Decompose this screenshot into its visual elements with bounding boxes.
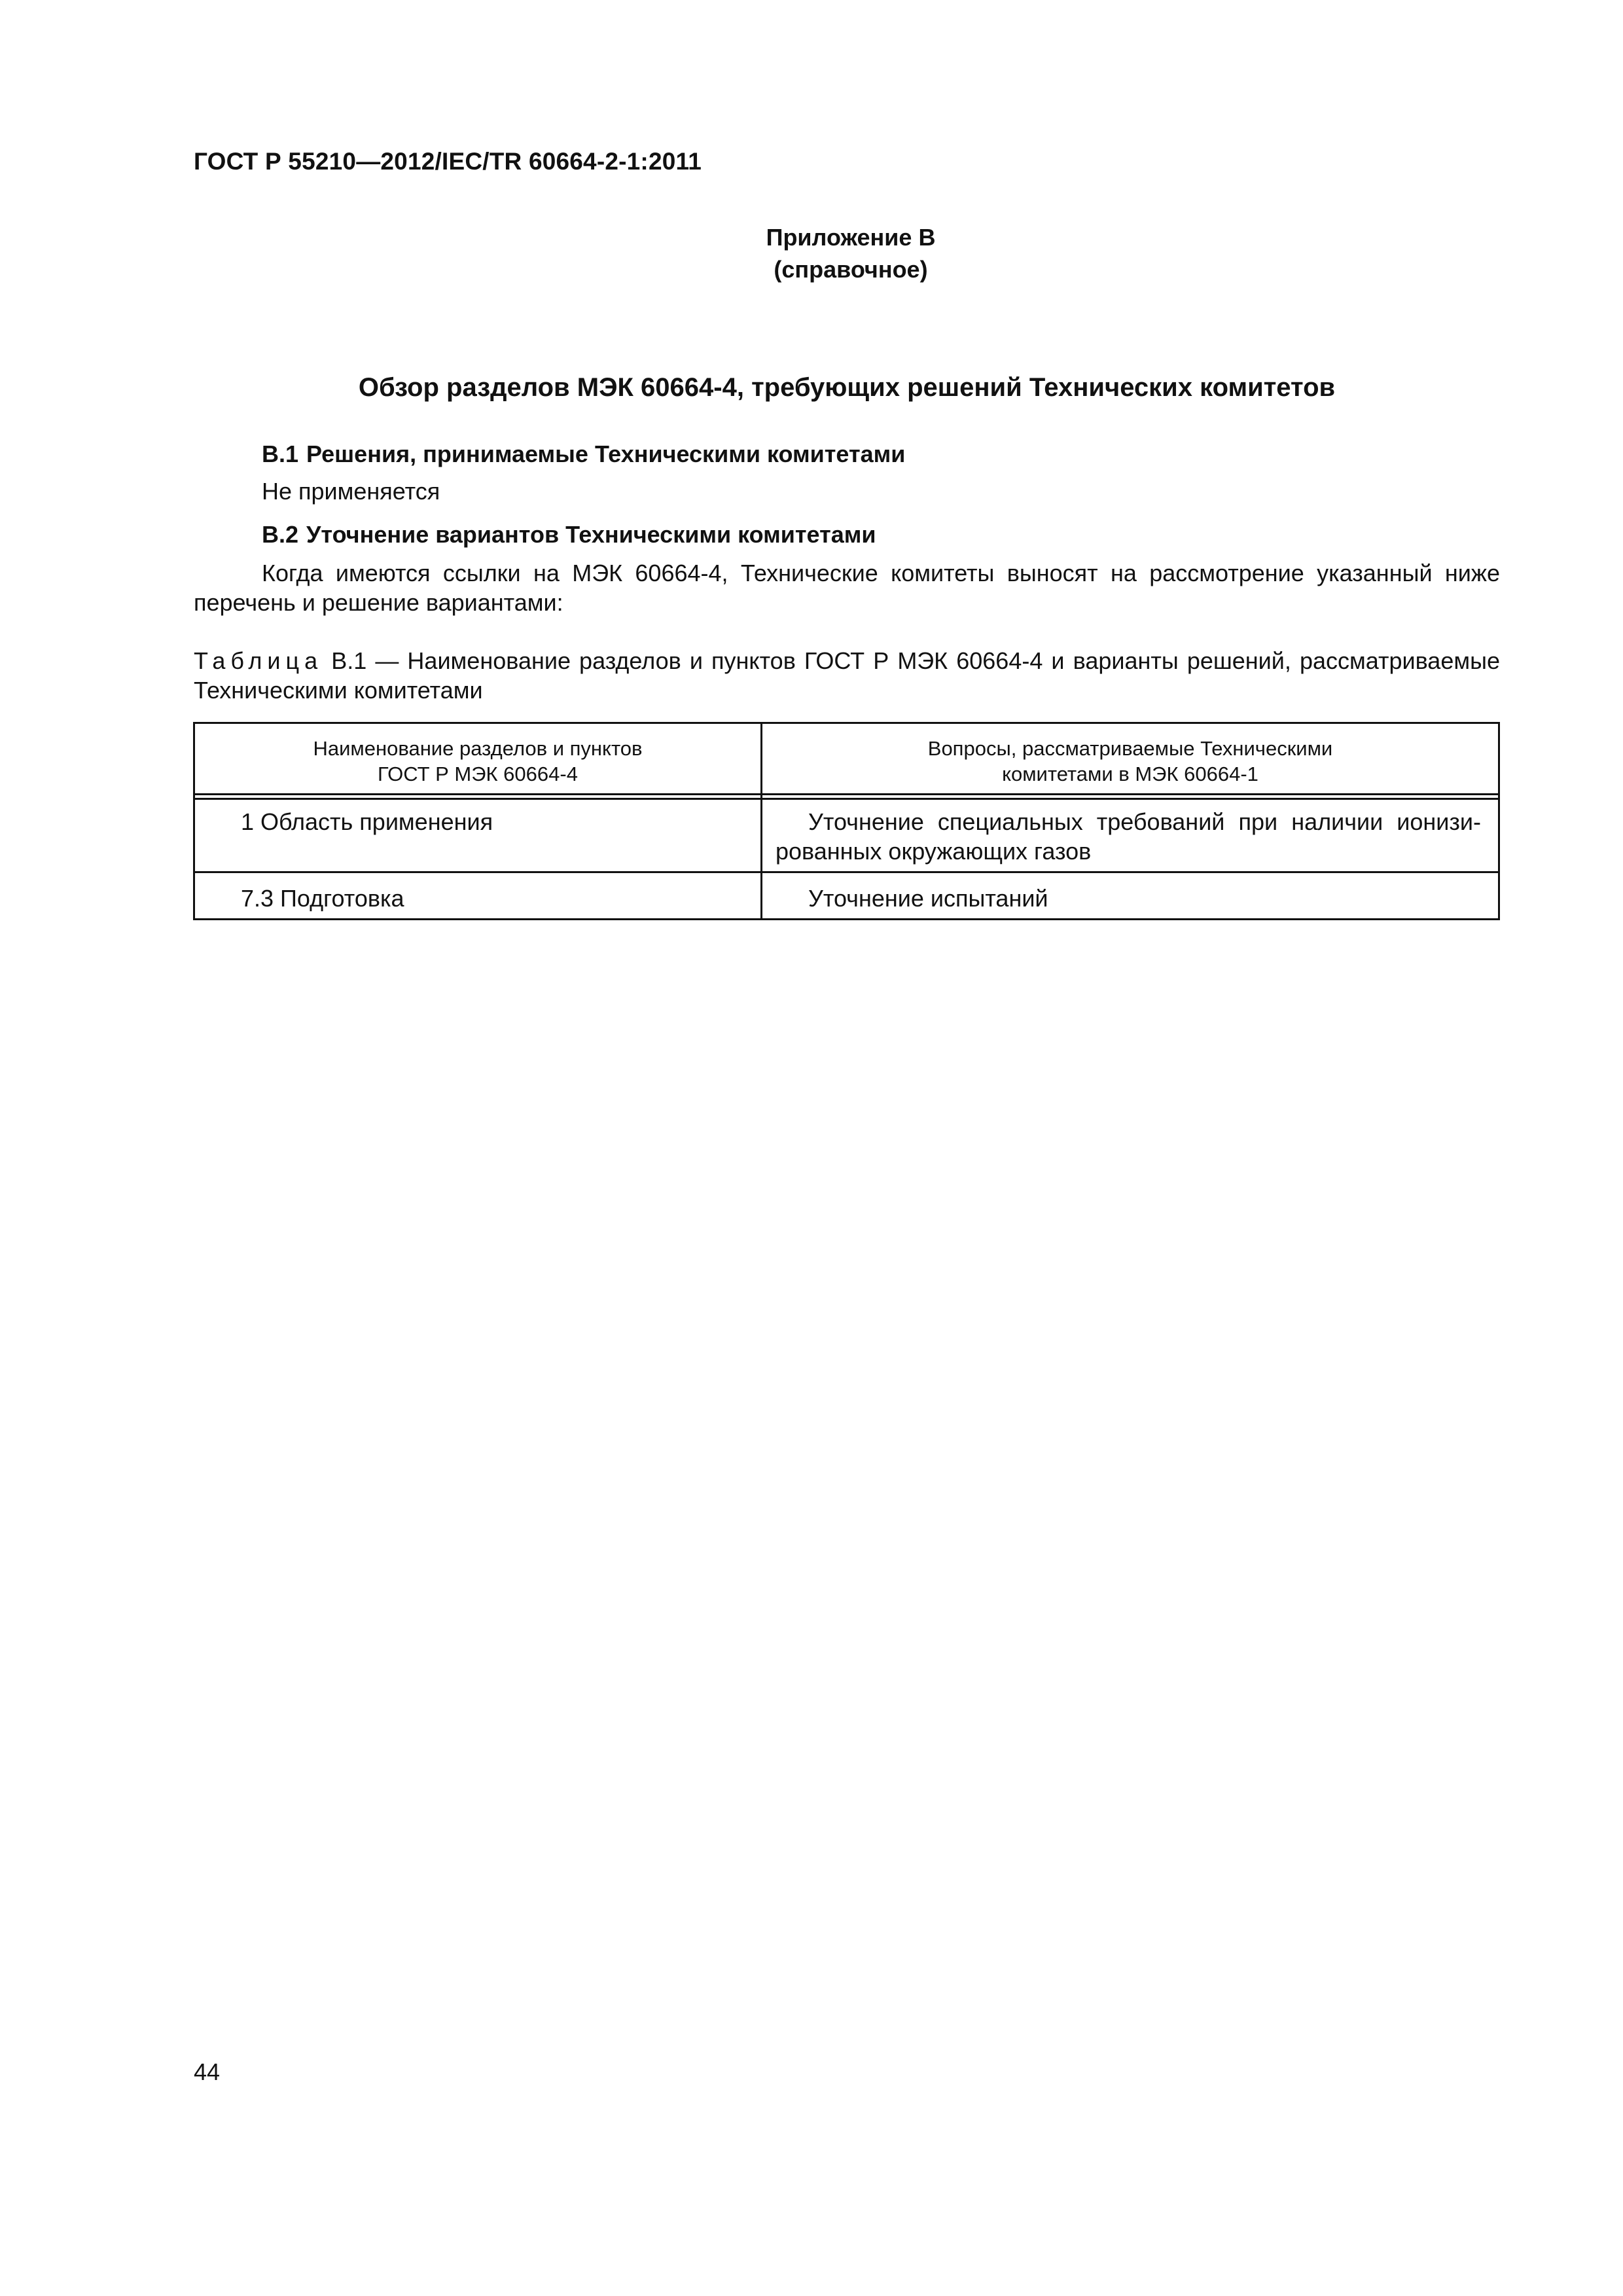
section-1-heading	[262, 440, 905, 468]
table-caption-label: Таблица	[194, 647, 323, 674]
annex-kind: (справочное)	[774, 256, 928, 283]
section-2-paragraph-line-2: перечень и решение вариантами:	[194, 589, 563, 616]
table-caption-text: В.1 — Наименование разделов и пунктов ГОСТ Р МЭК 60664-4 и варианты решений, рассматриваемые	[323, 647, 1500, 674]
document-code: ГОСТ Р 55210—2012/IEC/TR 60664-2-1:2011	[194, 148, 702, 175]
options-table	[193, 722, 1500, 920]
table-cell-section: 7.3 Подготовка	[241, 885, 404, 912]
main-title: Обзор разделов МЭК 60664-4, требующих решений Технических комитетов	[358, 373, 1336, 402]
table-header-cell-sections	[195, 736, 760, 787]
page-number: 44	[194, 2058, 221, 2085]
table-caption-line-2: Техническими комитетами	[194, 677, 483, 704]
table-cell-issue-line-1: Уточнение специальных требований при наличии ионизи-	[808, 808, 1481, 835]
section-1-body: Не применяется	[262, 478, 440, 505]
table-header-line: Наименование разделов и пунктов	[313, 737, 643, 760]
table-header-rule-1	[195, 793, 1498, 795]
table-header-line: Вопросы, рассматриваемые Техническими	[927, 737, 1333, 760]
table-caption-line-1	[194, 646, 1500, 675]
table-header-cell-issues	[762, 736, 1498, 787]
table-header-line: комитетами в МЭК 60664-1	[1002, 762, 1258, 785]
section-2-paragraph-line-1: Когда имеются ссылки на МЭК 60664-4, Технические комитеты выносят на рассмотрение указанный ниже	[262, 560, 1500, 586]
annex-title: Приложение В	[766, 224, 936, 251]
table-cell-issue-line-2: рованных окружающих газов	[776, 838, 1092, 865]
section-2-heading	[262, 521, 876, 548]
table-cell-issue-line-1: Уточнение испытаний	[808, 885, 1048, 912]
section-1-number: В.1	[262, 440, 299, 467]
table-row-divider	[195, 871, 1498, 873]
section-2-title: Уточнение вариантов Техническими комитетами	[306, 521, 876, 548]
section-2-number: В.2	[262, 521, 299, 548]
table-cell-section: 1 Область применения	[241, 808, 493, 835]
table-header-rule-2	[195, 798, 1498, 800]
section-1-title: Решения, принимаемые Техническими комитетами	[306, 440, 906, 467]
table-header-line: ГОСТ Р МЭК 60664-4	[378, 762, 578, 785]
